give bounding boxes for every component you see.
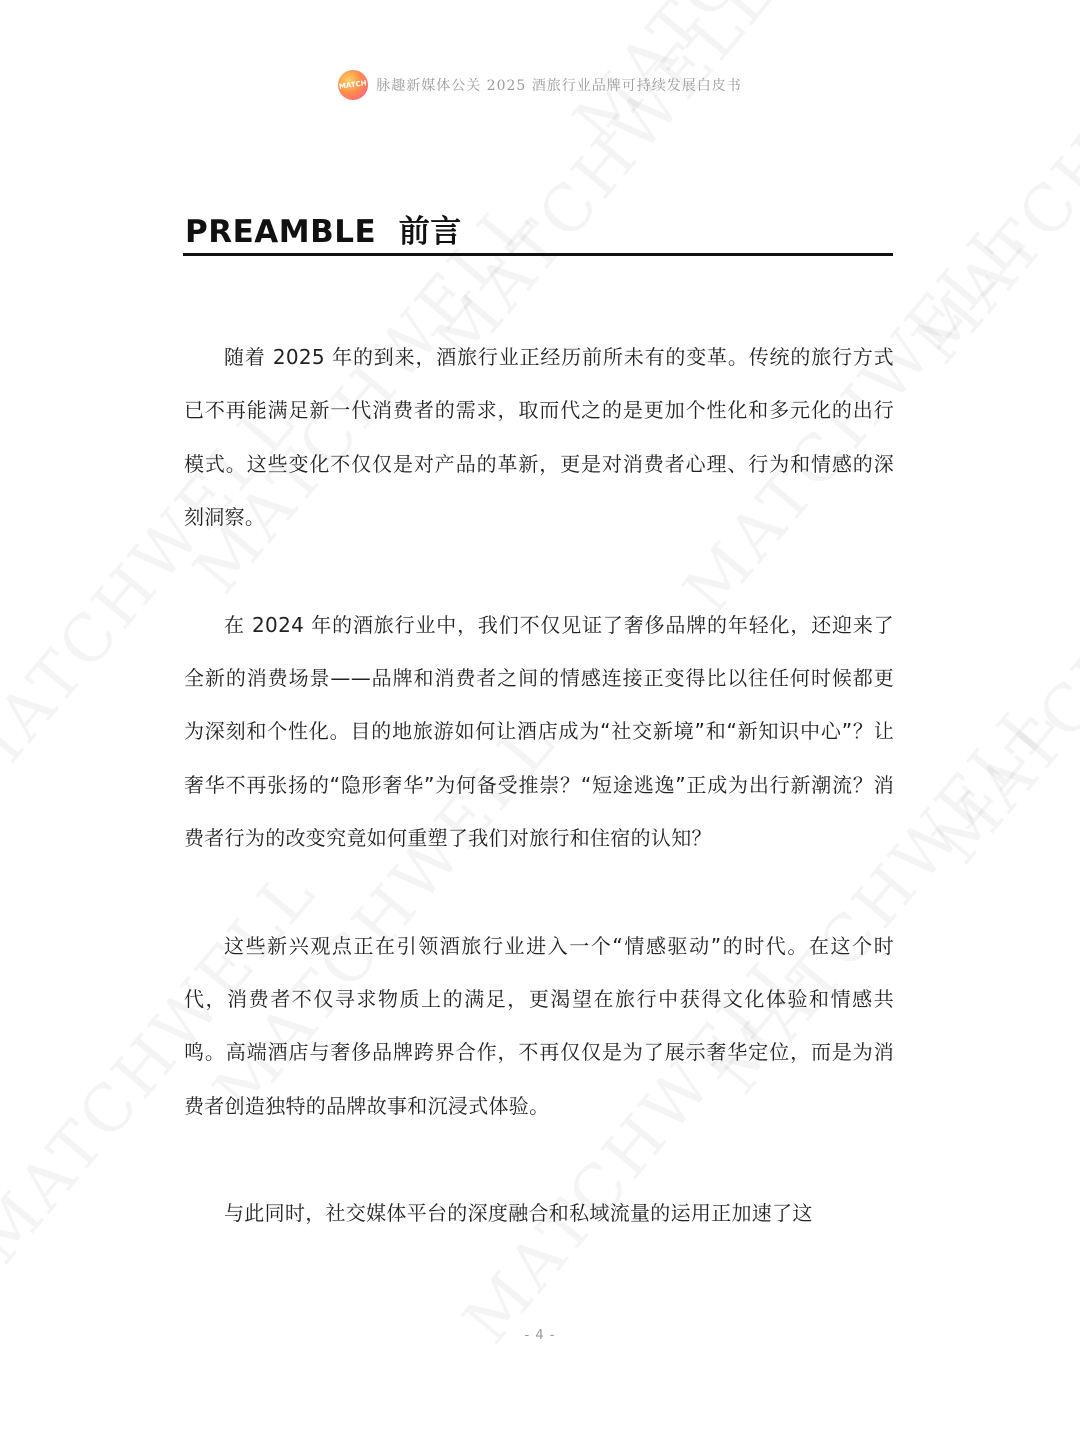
brand-logo-text: MATCH [338,79,368,91]
section-title: PREAMBLE 前言 [185,214,462,250]
brand-logo [338,70,368,100]
watermark [920,455,1080,877]
paragraph-1: 随着 2025 年的到来，酒旅行业正经历前所未有的变革。传统的旅行方式已不再能满足新一代消费者的需求，取而代之的是更加个性化和多元化的出行模式。这些变化不仅仅是对产品的革新，更是对消费者心理、行为和情感的深刻洞察。 [184,345,894,530]
paragraph-3: 这些新兴观点正在引领酒旅行业进入一个“情感驱动”的时代。在这个时代，消费者不仅寻求物质上的满足，更渴望在旅行中获得文化体验和情感共鸣。高端酒店与奢侈品牌跨界合作，不再仅仅是为了展示奢华定位，而是为消费者创造独特的品牌故事和沉浸式体验。 [184,933,894,1118]
page-number: - 4 - [524,1328,556,1343]
body-content [184,331,894,1241]
page-header [0,70,1080,100]
document-title: 脉趣新媒体公关 2025 酒旅行业品牌可持续发展白皮书 [376,78,742,94]
paragraph-4: 与此同时，社交媒体平台的深度融合和私域流量的运用正加速了这 [224,1201,813,1226]
watermark [420,0,791,378]
title-divider [183,253,893,256]
watermark [900,0,1080,378]
paragraph-2: 在 2024 年的酒旅行业中，我们不仅见证了奢侈品牌的年轻化，还迎来了全新的消费场景——品牌和消费者之间的情感连接正变得比以往任何时候都更为深刻和个性化。目的地旅游如何让酒店成为“社交新境”和“新知识中心”？让奢华不再张扬的“隐形奢华”为何备受推崇？“短途逃逸”正成为出行新潮流？消费者行为的改变究竟如何重塑了我们对旅行和住宿的认知？ [184,612,894,851]
